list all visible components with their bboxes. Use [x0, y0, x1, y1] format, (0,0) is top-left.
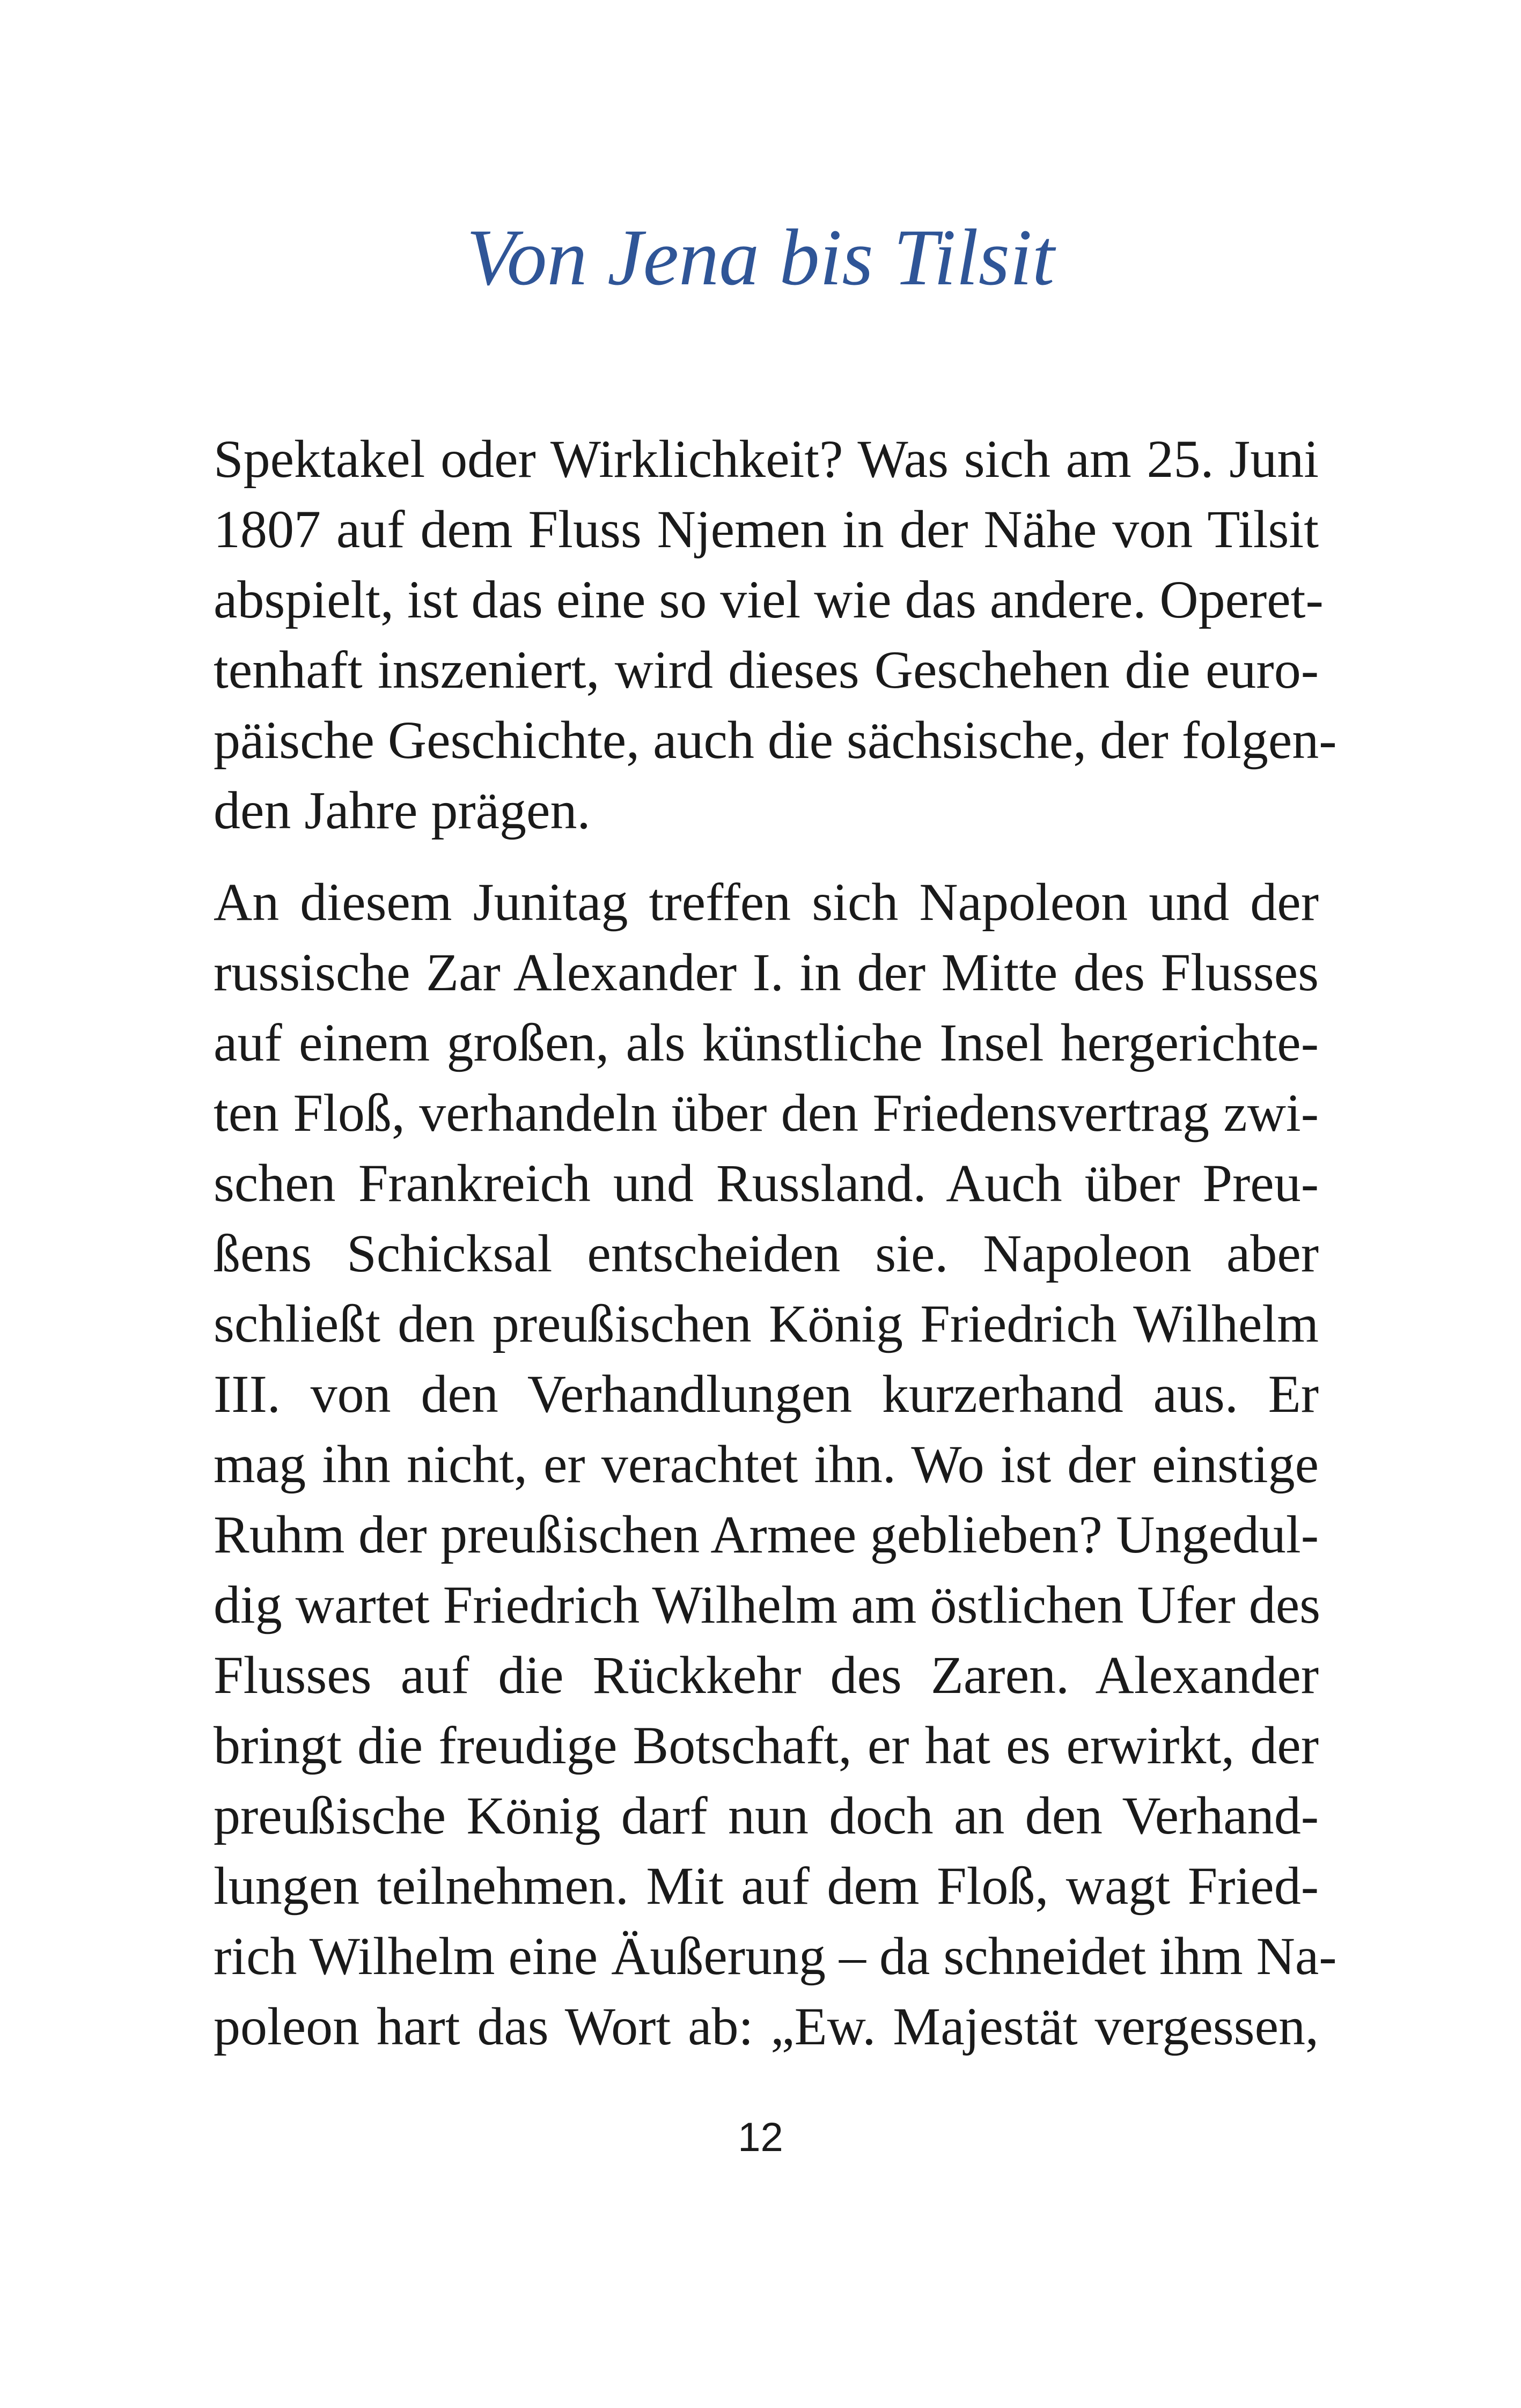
text-line: dig wartet Friedrich Wilhelm am östlichen Ufer des	[214, 1575, 1320, 1634]
text-line: bringt die freudige Botschaft, er hat es erwirkt, der	[214, 1715, 1319, 1775]
text-line: III. von den Verhandlungen kurzerhand aus. Er	[214, 1364, 1319, 1424]
text-line: mag ihn nicht, er verachtet ihn. Wo ist der einstige	[214, 1434, 1319, 1494]
text-line: Spektakel oder Wirklichkeit? Was sich am 25. Juni	[214, 429, 1319, 489]
text-line: An diesem Junitag treffen sich Napoleon und der	[214, 872, 1319, 932]
page-number: 12	[738, 2115, 783, 2160]
text-line: den Jahre prägen.	[214, 780, 591, 840]
text-line: preußische König darf nun doch an den Verhand-	[214, 1786, 1319, 1845]
text-line: Flusses auf die Rückkehr des Zaren. Alexander	[214, 1645, 1319, 1705]
paragraph-2	[214, 867, 1337, 2061]
body-text	[214, 424, 1337, 2061]
chapter-title: Von Jena bis Tilsit	[466, 213, 1055, 302]
text-line: Ruhm der preußischen Armee geblieben? Ungedul-	[214, 1505, 1319, 1564]
text-line: lungen teilnehmen. Mit auf dem Floß, wagt Fried-	[214, 1856, 1319, 1916]
text-line: 1807 auf dem Fluss Njemen in der Nähe von Tilsit	[214, 499, 1319, 559]
text-line: rich Wilhelm eine Äußerung – da schneidet ihm Na-	[214, 1926, 1337, 1986]
text-line: schen Frankreich und Russland. Auch über Preu-	[214, 1153, 1319, 1213]
text-line: auf einem großen, als künstliche Insel hergerichte-	[214, 1013, 1319, 1072]
text-line: poleon hart das Wort ab: „Ew. Majestät vergessen,	[214, 1997, 1319, 2056]
text-line: russische Zar Alexander I. in der Mitte des Flusses	[214, 942, 1319, 1002]
text-line: tenhaft inszeniert, wird dieses Geschehen die euro-	[214, 640, 1319, 699]
text-line: ßens Schicksal entscheiden sie. Napoleon aber	[214, 1224, 1319, 1283]
text-line: abspielt, ist das eine so viel wie das andere. Operet-	[214, 570, 1324, 629]
text-line: ten Floß, verhandeln über den Friedensvertrag zwi-	[214, 1083, 1319, 1143]
paragraph-1	[214, 424, 1337, 845]
text-line: päische Geschichte, auch die sächsische, der folgen-	[214, 710, 1337, 770]
text-line: schließt den preußischen König Friedrich Wilhelm	[214, 1294, 1319, 1353]
